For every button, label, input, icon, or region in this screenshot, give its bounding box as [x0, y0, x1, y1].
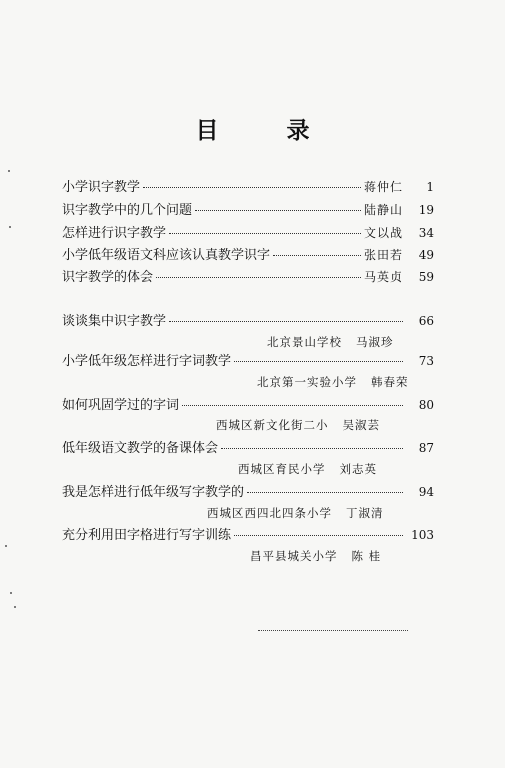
entry-page-number: 87 [418, 441, 434, 455]
entry-title: 小学低年级语文科应该认真教学识字 [62, 248, 271, 263]
entry-affiliation: 北京景山学校 [267, 335, 342, 349]
entry-title: 充分利用田字格进行写字训练 [62, 528, 232, 543]
dot-leader [195, 210, 361, 211]
entry-author: 陆静山 [364, 203, 404, 217]
toc-entry[interactable] [62, 396, 434, 414]
entry-page-number: 66 [418, 314, 434, 328]
toc-entry[interactable] [62, 483, 434, 501]
entry-page-number: 103 [411, 528, 434, 542]
entry-author: 文以战 [364, 226, 404, 240]
entry-author: 陈 桂 [351, 549, 382, 563]
entry-title: 小学低年级怎样进行字词教学 [62, 354, 232, 369]
entry-author: 丁淑清 [346, 506, 384, 520]
entry-affiliation-line [250, 548, 381, 564]
entry-title: 低年级语文教学的备课体会 [62, 441, 219, 456]
dot-leader [234, 361, 403, 362]
dot-leader [234, 535, 403, 536]
toc-entry[interactable] [62, 201, 434, 219]
entry-affiliation: 西城区西四北四条小学 [207, 506, 332, 520]
entry-author: 马淑珍 [356, 335, 394, 349]
scan-speck [14, 606, 16, 608]
entry-author: 刘志英 [339, 462, 377, 476]
dot-leader [156, 277, 361, 278]
toc-entry[interactable] [62, 224, 434, 242]
scan-speck [5, 545, 7, 547]
entry-title: 识字教学的体会 [62, 270, 154, 285]
entry-page-number: 80 [418, 398, 434, 412]
scan-speck [8, 170, 10, 172]
dot-leader [247, 492, 403, 493]
toc-entry[interactable] [62, 526, 434, 544]
entry-page-number: 59 [418, 270, 434, 284]
dot-leader [143, 187, 361, 188]
entry-title: 我是怎样进行低年级写字教学的 [62, 485, 245, 500]
scan-speck [9, 226, 11, 228]
entry-affiliation: 西城区育民小学 [238, 462, 326, 476]
entry-author: 蒋仲仁 [364, 180, 404, 194]
entry-title: 如何巩固学过的字词 [62, 398, 180, 413]
toc-entry[interactable] [62, 268, 434, 286]
entry-page-number: 19 [418, 203, 434, 217]
entry-title: 怎样进行识字教学 [62, 226, 167, 241]
entry-affiliation-line [238, 461, 377, 477]
toc-entry[interactable] [62, 178, 434, 196]
entry-title: 谈谈集中识字教学 [62, 314, 167, 329]
dot-leader [182, 405, 403, 406]
dot-leader [273, 255, 361, 256]
scan-speck [10, 592, 12, 594]
entry-title: 识字教学中的几个问题 [62, 203, 193, 218]
entry-affiliation: 西城区新文化街二小 [216, 418, 329, 432]
page-title: 目 录 [195, 118, 340, 144]
entry-author: 张田若 [364, 248, 404, 262]
trailing-dot-leader [258, 630, 408, 631]
entry-affiliation-line [207, 505, 384, 521]
entry-page-number: 94 [418, 485, 434, 499]
entry-page-number: 34 [418, 226, 434, 240]
entry-affiliation-line [216, 417, 380, 433]
toc-entry[interactable] [62, 352, 434, 370]
entry-page-number: 1 [426, 180, 434, 194]
entry-title: 小学识字教学 [62, 180, 141, 195]
dot-leader [169, 321, 403, 322]
entry-author: 吴淑芸 [342, 418, 380, 432]
entry-page-number: 73 [418, 354, 434, 368]
toc-entry[interactable] [62, 312, 434, 330]
entry-affiliation-line [267, 334, 394, 350]
entry-author: 马英贞 [364, 270, 404, 284]
entry-page-number: 49 [418, 248, 434, 262]
dot-leader [169, 233, 361, 234]
entry-affiliation: 北京第一实验小学 [257, 375, 357, 389]
entry-affiliation: 昌平县城关小学 [250, 549, 338, 563]
entry-affiliation-line [257, 374, 409, 390]
toc-entry[interactable] [62, 246, 434, 264]
entry-author: 韩春荣 [371, 375, 409, 389]
toc-entry[interactable] [62, 439, 434, 457]
dot-leader [221, 448, 403, 449]
